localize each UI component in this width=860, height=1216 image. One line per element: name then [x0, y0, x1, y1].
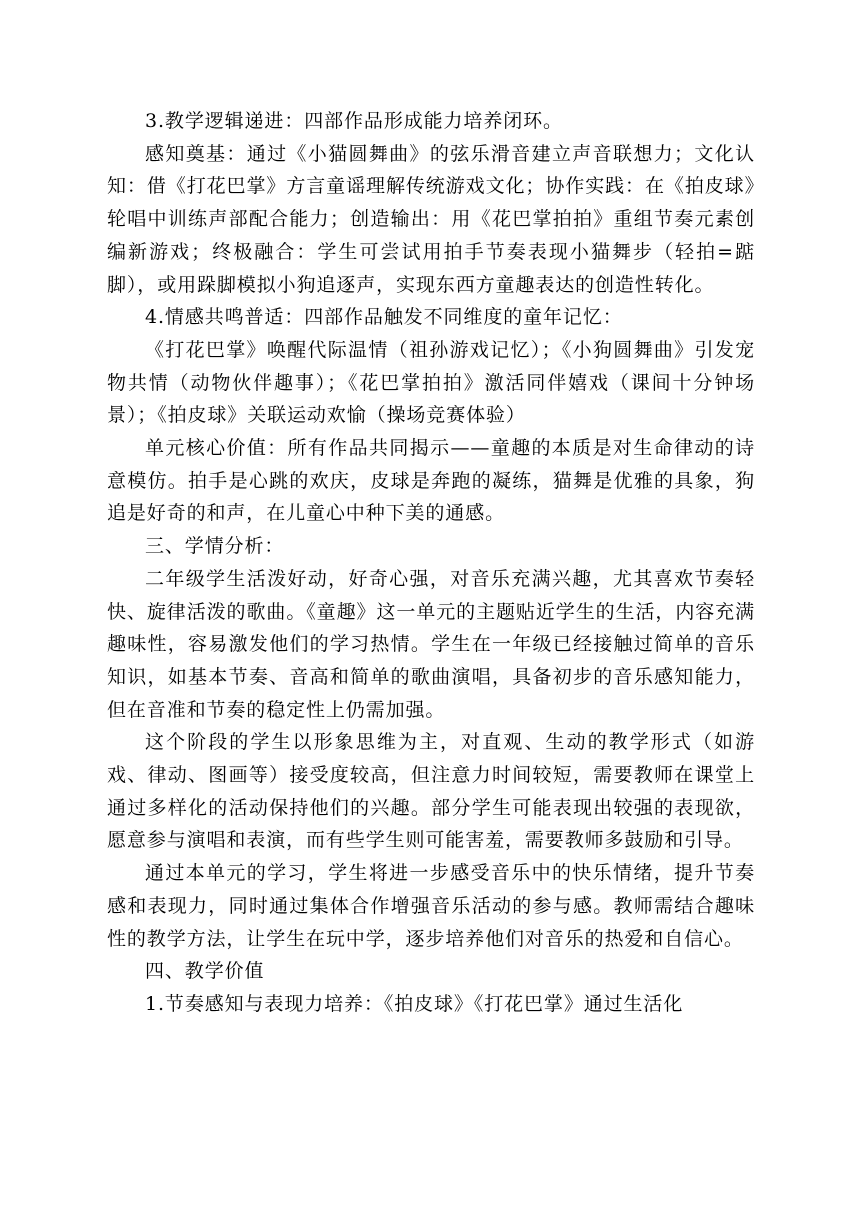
- paragraph-rhythm-perception: 1.节奏感知与表现力培养：《拍皮球》《打花巴掌》通过生活化: [145, 992, 684, 1015]
- paragraph-teaching-logic: 3.教学逻辑递进：四部作品形成能力培养闭环。: [145, 110, 563, 132]
- paragraph-childhood-memories: 《打花巴掌》唤醒代际温情（祖孙游戏记忆）；《小狗圆舞曲》引发宠物共情（动物伙伴趣事）；《花巴掌拍拍》激活同伴嬉戏（课间十分钟场景）；《拍皮球》关联运动欢愉（操场竞赛体验）: [107, 338, 755, 427]
- section-heading-teaching-value: 四、教学价值: [145, 960, 265, 983]
- section-heading-learner-analysis: 三、学情分析：: [145, 535, 285, 558]
- paragraph-perception-foundation: 感知奠基：通过《小猫圆舞曲》的弦乐滑音建立声音联想力；文化认知：借《打花巴掌》方言童谣理解传统游戏文化；协作实践：在《拍皮球》轮唱中训练声部配合能力；创造输出：用《花巴掌拍拍》重组节奏元素创编新游戏；终极融合：学生可尝试用拍手节奏表现小猫舞步（轻拍=踮脚），或用跺脚模拟小狗追逐声，实现东西方童趣表达的创造性转化。: [107, 142, 755, 296]
- paragraph-learner-analysis-1: 二年级学生活泼好动，好奇心强，对音乐充满兴趣，尤其喜欢节奏轻快、旋律活泼的歌曲。《童趣》这一单元的主题贴近学生的生活，内容充满趣味性，容易激发他们的学习热情。学生在一年级已经接触过简单的音乐知识，如基本节奏、音高和简单的歌曲演唱，具备初步的音乐感知能力，但在音准和节奏的稳定性上仍需加强。: [107, 567, 755, 721]
- paragraph-unit-core-value: 单元核心价值：所有作品共同揭示——童趣的本质是对生命律动的诗意模仿。拍手是心跳的欢庆，皮球是奔跑的凝练，猫舞是优雅的具象，狗追是好奇的和声，在儿童心中种下美的通感。: [107, 437, 755, 525]
- document-body: [107, 105, 755, 1021]
- paragraph-learner-analysis-2: 这个阶段的学生以形象思维为主，对直观、生动的教学形式（如游戏、律动、图画等）接受度较高，但注意力时间较短，需要教师在课堂上通过多样化的活动保持他们的兴趣。部分学生可能表现出较强的表现欲，愿意参与演唱和表演，而有些学生则可能害羞，需要教师多鼓励和引导。: [107, 731, 755, 852]
- paragraph-emotional-resonance: 4.情感共鸣普适：四部作品触发不同维度的童年记忆：: [145, 306, 623, 329]
- paragraph-learner-analysis-3: 通过本单元的学习，学生将进一步感受音乐中的快乐情绪，提升节奏感和表现力，同时通过集体合作增强音乐活动的参与感。教师需结合趣味性的教学方法，让学生在玩中学，逐步培养他们对音乐的热爱和自信心。: [107, 862, 755, 950]
